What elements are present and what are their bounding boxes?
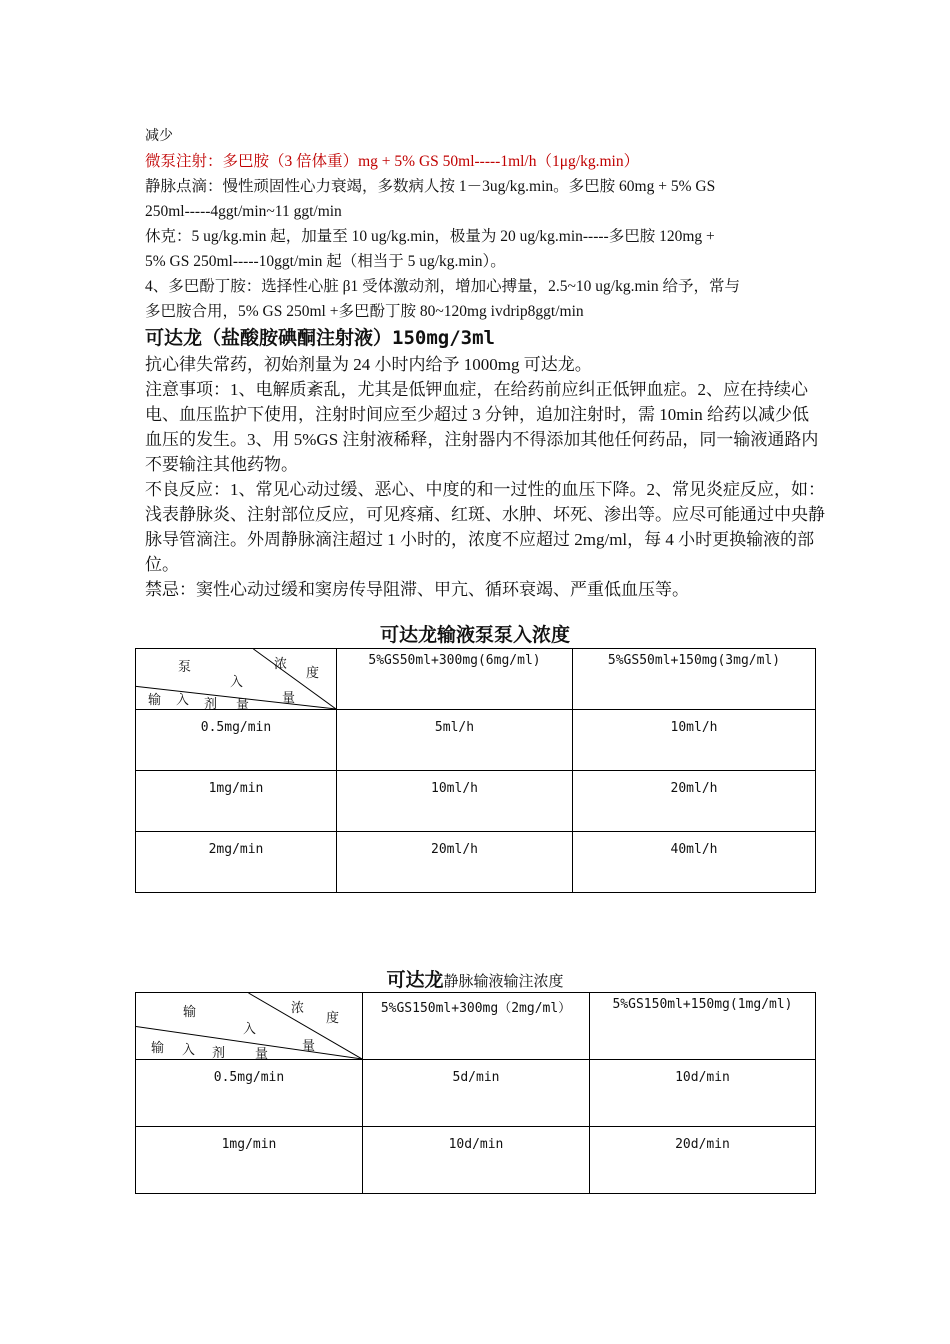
table-cell: 10d/min — [590, 1060, 816, 1127]
table-cell: 0.5mg/min — [136, 710, 337, 771]
diag-label: 度 — [326, 1010, 340, 1025]
diag-label: 入 — [230, 674, 244, 689]
table-row — [136, 771, 816, 832]
diag-label: 浓 — [274, 656, 288, 671]
diag-label: 剂 — [204, 696, 218, 711]
table-cell: 5ml/h — [337, 710, 573, 771]
table-cell: 5d/min — [363, 1060, 590, 1127]
dopamine-section — [145, 124, 825, 602]
table-cell: 0.5mg/min — [136, 1060, 363, 1127]
diag-label: 量 — [302, 1038, 316, 1053]
text-line: 多巴胺合用，5% GS 250ml +多巴酚丁胺 80~120mg ivdrip8ggt/min — [145, 303, 584, 320]
table-cell: 1mg/min — [136, 1127, 363, 1194]
diag-label: 剂 — [212, 1045, 226, 1060]
table-cell: 1mg/min — [136, 771, 337, 832]
diag-label: 入 — [176, 692, 190, 707]
text-line: 静脉点滴：慢性顽固性心力衰竭，多数病人按 1－3ug/kg.min。多巴胺 60mg + 5% GS — [145, 178, 716, 195]
pump-dose-table — [135, 648, 816, 893]
diag-label: 浓 — [291, 1000, 305, 1015]
diagonal-header-cell — [136, 649, 337, 710]
table2-title-rest: 静脉输液输注浓度 — [443, 974, 564, 990]
table-cell: 20ml/h — [573, 771, 816, 832]
column-header: 5%GS150ml+300mg（2mg/ml） — [363, 993, 590, 1060]
table-cell: 20ml/h — [337, 832, 573, 893]
diag-label: 入 — [182, 1042, 196, 1057]
text-line: 4、多巴酚丁胺：选择性心脏 β1 受体激动剂，增加心搏量，2.5~10 ug/kg.min 给予，常与 — [145, 278, 740, 295]
table2-title-bold: 可达龙 — [386, 970, 444, 991]
table-cell: 40ml/h — [573, 832, 816, 893]
paragraph: 注意事项：1、电解质紊乱，尤其是低钾血症，在给药前应纠正低钾血症。2、应在持续心电、血压监护下使用，注射时间应至少超过 3 分钟，追加注射时，需 10min 给药以减少低血压的发生。3、用 5%GS 注射液稀释，注射器内不得添加其他任何药品，同一输液通路内不要输注其他药物。 — [145, 380, 819, 474]
table-cell: 10ml/h — [573, 710, 816, 771]
paragraph: 抗心律失常药，初始剂量为 24 小时内给予 1000mg 可达龙。 — [145, 355, 592, 374]
diag-label: 量 — [255, 1046, 269, 1061]
text-line: 250ml-----4ggt/min~11 ggt/min — [145, 203, 342, 220]
diag-label: 输 — [148, 692, 162, 707]
diagonal-header-cell — [136, 993, 363, 1060]
table-cell: 20d/min — [590, 1127, 816, 1194]
table2-title — [135, 965, 815, 992]
paragraph: 不良反应：1、常见心动过缓、恶心、中度的和一过性的血压下降。2、常见炎症反应，如：浅表静脉炎、注射部位反应，可见疼痛、红斑、水肿、坏死、渗出等。应尽可能通过中央静脉导管滴注。外周静脉滴注超过 1 小时的，浓度不应超过 2mg/ml，每 4 小时更换输液的部位。 — [145, 480, 825, 574]
column-header: 5%GS150ml+150mg(1mg/ml) — [590, 993, 816, 1060]
diag-label: 量 — [236, 697, 250, 712]
text-line: 5% GS 250ml-----10ggt/min 起（相当于 5 ug/kg.min）。 — [145, 253, 506, 270]
column-header: 5%GS50ml+300mg(6mg/ml) — [337, 649, 573, 710]
diag-label: 输 — [183, 1004, 197, 1019]
cordarone-heading: 可达龙（盐酸胺碘酮注射液）150mg/3ml — [145, 327, 495, 349]
iv-dose-table — [135, 992, 816, 1194]
table-row — [136, 710, 816, 771]
text-line: 休克：5 ug/kg.min 起，加量至 10 ug/kg.min，极量为 20 ug/kg.min-----多巴胺 120mg + — [145, 228, 715, 245]
diag-label: 输 — [151, 1040, 165, 1055]
table-cell: 10ml/h — [337, 771, 573, 832]
diag-label: 入 — [243, 1021, 257, 1036]
micro-pump-line: 微泵注射：多巴胺（3 倍体重）mg + 5% GS 50ml-----1ml/h（1μg/kg.min） — [145, 153, 640, 170]
diag-label: 度 — [306, 665, 320, 680]
diag-label: 量 — [282, 690, 296, 705]
table-row — [136, 1060, 816, 1127]
table-row — [136, 1127, 816, 1194]
column-header: 5%GS50ml+150mg(3mg/ml) — [573, 649, 816, 710]
paragraph: 禁忌：窦性心动过缓和窦房传导阻滞、甲亢、循环衰竭、严重低血压等。 — [145, 580, 689, 599]
table-row — [136, 832, 816, 893]
diag-label: 泵 — [178, 659, 192, 674]
table1-title: 可达龙输液泵泵入浓度 — [379, 625, 570, 646]
text-line: 减少 — [145, 129, 173, 144]
table-cell: 2mg/min — [136, 832, 337, 893]
table-cell: 10d/min — [363, 1127, 590, 1194]
